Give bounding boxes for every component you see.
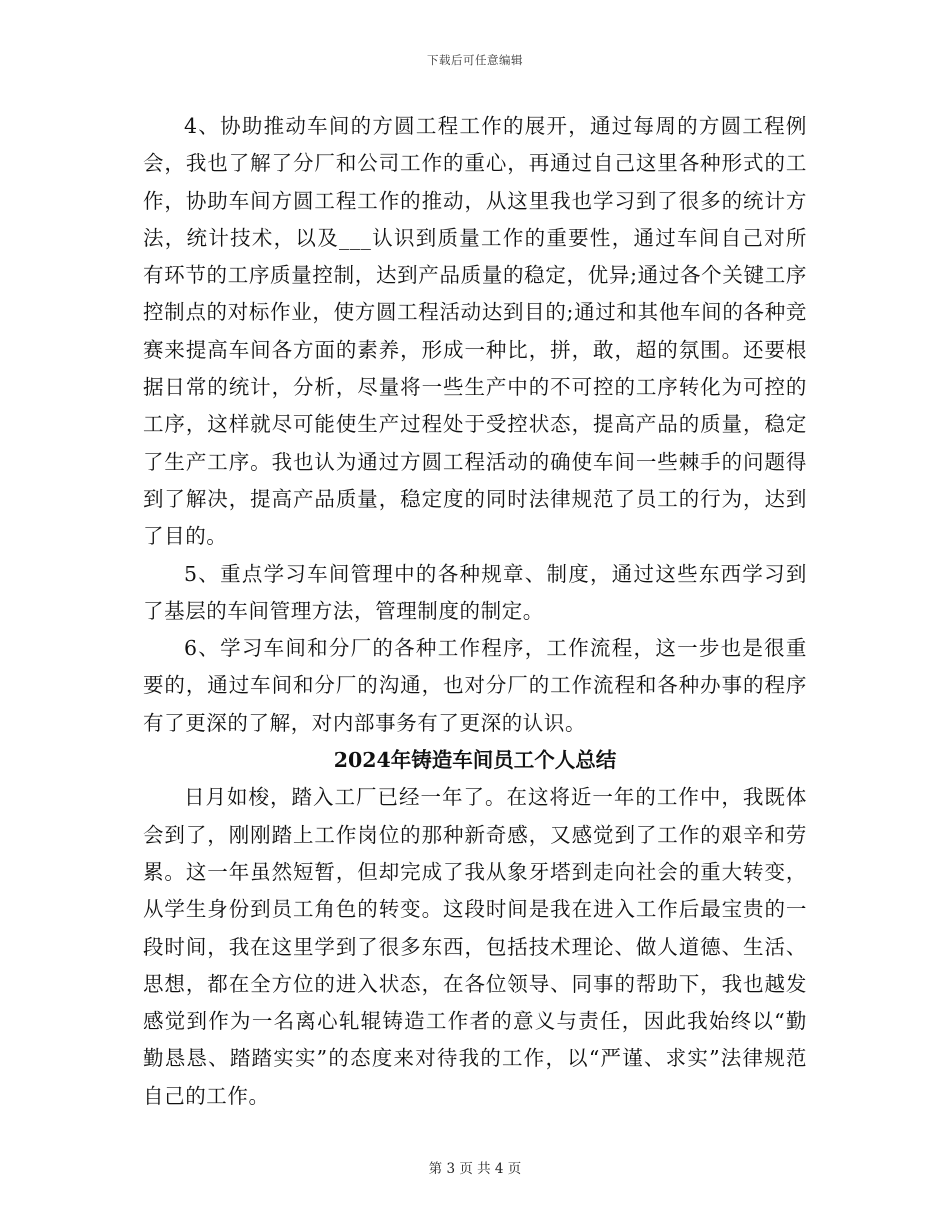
- page-header: 下载后可任意编辑: [427, 53, 523, 67]
- section-title: 2024年铸造车间员工个人总结: [333, 748, 617, 773]
- paragraph-item-4: 4、协助推动车间的方圆工程工作的展开，通过每周的方圆工程例会，我也了解了分厂和公司工作的重心，再通过自己这里各种形式的工作，协助车间方圆工程工作的推动，从这里我也学习到了很多的统计方法，统计技术，以及___认识到质量工作的重要性，通过车间自己对所有环节的工序质量控制，达到产品质量的稳定，优异;通过各个关键工序控制点的对标作业，使方圆工程活动达到目的;通过和其他车间的各种竞赛来提高车间各方面的素养，形成一种比，拼，敢，超的氛围。还要根据日常的统计，分析，尽量将一些生产中的不可控的工序转化为可控的工序，这样就尽可能使生产过程处于受控状态，提高产品的质量，稳定了生产工序。我也认为通过方圆工程活动的确使车间一些棘手的问题得到了解决，提高产品质量，稳定度的同时法律规范了员工的行为，达到了目的。: [143, 114, 807, 549]
- document-body: [143, 108, 807, 1115]
- paragraph-item-6: 6、学习车间和分厂的各种工作程序，工作流程，这一步也是很重要的，通过车间和分厂的沟通，也对分厂的工作流程和各种办事的程序有了更深的了解，对内部事务有了更深的认识。: [143, 636, 807, 735]
- section-paragraph: 日月如梭，踏入工厂已经一年了。在这将近一年的工作中，我既体会到了，刚刚踏上工作岗位的那种新奇感，又感觉到了工作的艰辛和劳累。这一年虽然短暂，但却完成了我从象牙塔到走向社会的重大转变，从学生身份到员工角色的转变。这段时间是我在进入工作后最宝贵的一段时间，我在这里学到了很多东西，包括技术理论、做人道德、生活、思想，都在全方位的进入状态，在各位领导、同事的帮助下，我也越发感觉到作为一名离心轧辊铸造工作者的意义与责任，因此我始终以“勤勤恳恳、踏踏实实”的态度来对待我的工作，以“严谨、求实”法律规范自己的工作。: [143, 785, 807, 1108]
- page-number-footer: 第 3 页 共 4 页: [428, 1161, 522, 1177]
- paragraph-item-5: 5、重点学习车间管理中的各种规章、制度，通过这些东西学习到了基层的车间管理方法，管理制度的制定。: [143, 561, 807, 623]
